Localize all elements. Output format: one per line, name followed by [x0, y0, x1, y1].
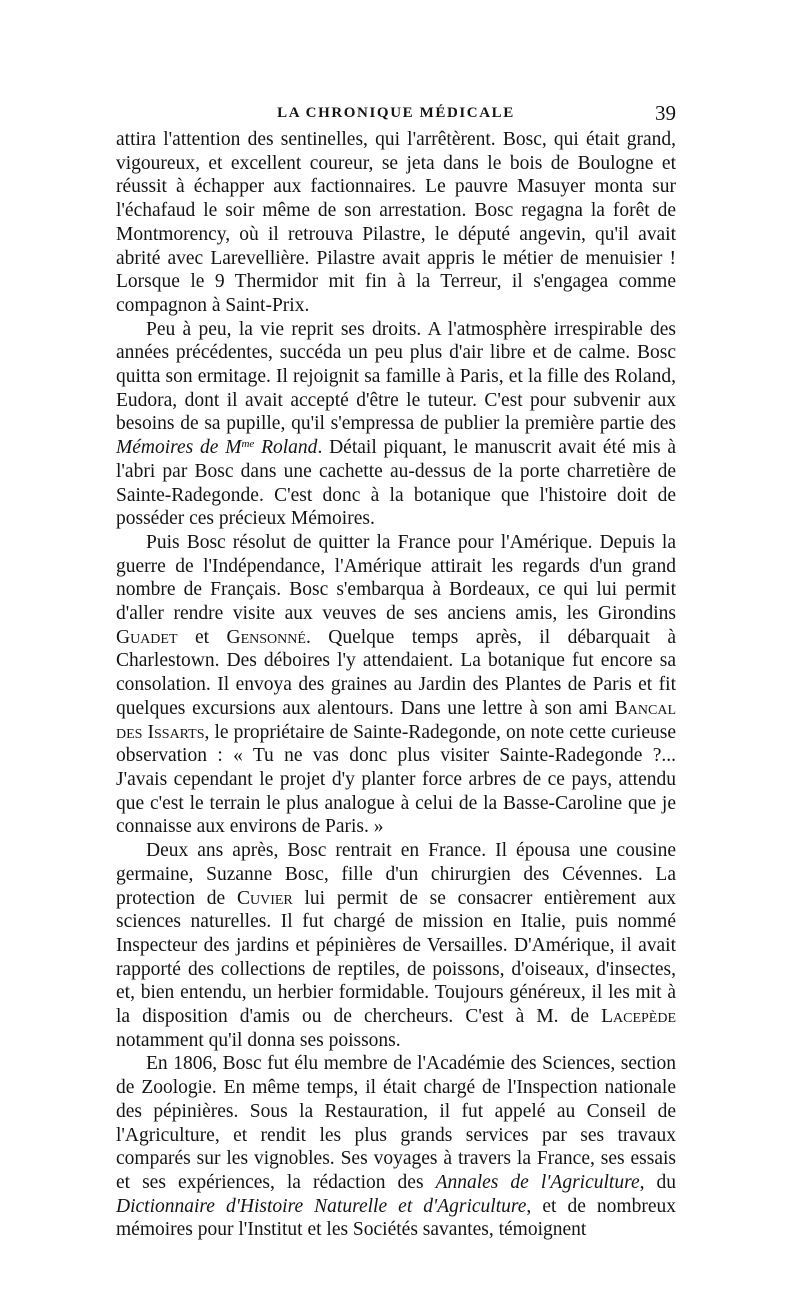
paragraph-5 [116, 1052, 676, 1242]
paragraph-4 [116, 839, 676, 1052]
running-header [116, 103, 676, 127]
name-lacepede: Lacepède [601, 1006, 676, 1028]
paragraph-3-text-b: et [177, 626, 227, 648]
name-gensonne: Gensonné [226, 626, 306, 648]
paragraph-4-text-a: Deux ans après, Bosc rentrait en France. Il épousa une cousine germaine, Suzanne Bosc, fille d'un chirurgien des Cévennes. La protection de [116, 840, 676, 909]
paragraph-3-text-d: , le propriétaire de Sainte-Radegonde, on note cette curieuse observation : « Tu ne vas donc plus visiter Sainte-Radegonde ?... J'avais cependant le projet d'y planter force arbres de ce pays, attendu que c'est le terrain le plus analogue à celui de la Basse-Caroline que je connaisse aux environs de Paris. » [116, 721, 676, 838]
paragraph-2 [116, 318, 676, 531]
paragraph-1-text: attira l'attention des sentinelles, qui l'arrêtèrent. Bosc, qui était grand, vigoureux, et excellent coureur, se jeta dans le bois de Boulogne et réussit à échapper aux factionnaires. Le pauvre Masuyer monta sur l'échafaud le soir même de son arrestation. Bosc regagna la forêt de Montmorency, où il retrouva Pilastre, le député angevin, qu'il avait abrité avec Larevellière. Pilastre avait appris le métier de menuisier ! Lorsque le 9 Thermidor mit fin à la Terreur, il s'engagea comme compagnon à Saint-Prix. [116, 129, 676, 316]
page-number: 39 [655, 101, 676, 125]
paragraph-4-text-c: notamment qu'il donna ses poissons. [116, 1029, 401, 1051]
memoires-title-part-2: Roland [254, 437, 318, 459]
name-cuvier: Cuvier [236, 887, 293, 909]
article-body [116, 128, 676, 1242]
paragraph-4-text-b: lui permit de se consacrer entièrement aux sciences naturelles. Il fut chargé de mission en Italie, puis nommé Inspecteur des jardins et pépinières de Versailles. D'Amérique, il avait rapporté des collections de reptiles, de poissons, d'oiseaux, d'insectes, et, bien entendu, un herbier formidable. Toujours généreux, il les mit à la disposition d'amis ou de chercheurs. C'est à M. de [116, 887, 676, 1028]
madame-superscript: me [241, 438, 255, 451]
paragraph-1 [116, 128, 676, 318]
paragraph-5-text-b: , du [639, 1171, 677, 1193]
memoires-title-part-1: Mémoires de M [116, 437, 242, 459]
paragraph-2-text-b: . Détail piquant, le manuscrit avait été mis à l'abri par Bosc dans une cachette au-dessus de la porte charretière de Sainte-Radegonde. C'est donc à la botanique que l'histoire doit de posséder ces précieux Mémoires. [116, 437, 677, 530]
dictionnaire-title: Dictionnaire d'Histoire Naturelle et d'Agriculture [116, 1195, 527, 1217]
name-guadet: Guadet [116, 626, 178, 648]
paragraph-5-text-c: , et de nombreux mémoires pour l'Institut et les Sociétés savantes, témoignent [116, 1195, 676, 1241]
paragraph-5-text-a: En 1806, Bosc fut élu membre de l'Académie des Sciences, section de Zoologie. En même temps, il était chargé de l'Inspection nationale des pépinières. Sous la Restauration, il fut appelé au Conseil de l'Agriculture, et rendit les plus grands services par ses travaux comparés sur les vignobles. Ses voyages à travers la France, ses essais et ses expériences, la rédaction des [116, 1053, 676, 1193]
memoires-title [116, 437, 317, 458]
name-bancal-des-issarts: Bancal des Issarts [116, 697, 676, 743]
paragraph-3-text-c: . Quelque temps après, il débarquait à Charlestown. Des déboires l'y attendaient. La botanique fut encore sa consolation. Il envoya des graines au Jardin des Plantes de Paris et fit quelques excursions aux alentours. Dans une lettre à son ami [116, 626, 676, 719]
journal-title: LA CHRONIQUE MÉDICALE [277, 105, 515, 121]
paragraph-3 [116, 531, 676, 839]
annales-title: Annales de l'Agriculture [435, 1171, 640, 1193]
paragraph-3-text-a: Puis Bosc résolut de quitter la France pour l'Amérique. Depuis la guerre de l'Indépendance, l'Amérique attirait les regards d'un grand nombre de Français. Bosc s'embarqua à Bordeaux, ce qui lui permit d'aller rendre visite aux veuves de ses anciens amis, les Girondins [116, 531, 676, 625]
paragraph-2-text-a: Peu à peu, la vie reprit ses droits. A l'atmosphère irrespirable des années précédentes, succéda un peu plus d'air libre et de calme. Bosc quitta son ermitage. Il rejoignit sa famille à Paris, et la fille des Roland, Eudora, dont il avait accepté d'être le tuteur. C'est pour subvenir aux besoins de sa pupille, qu'il s'empressa de publier la première partie des [116, 318, 676, 435]
